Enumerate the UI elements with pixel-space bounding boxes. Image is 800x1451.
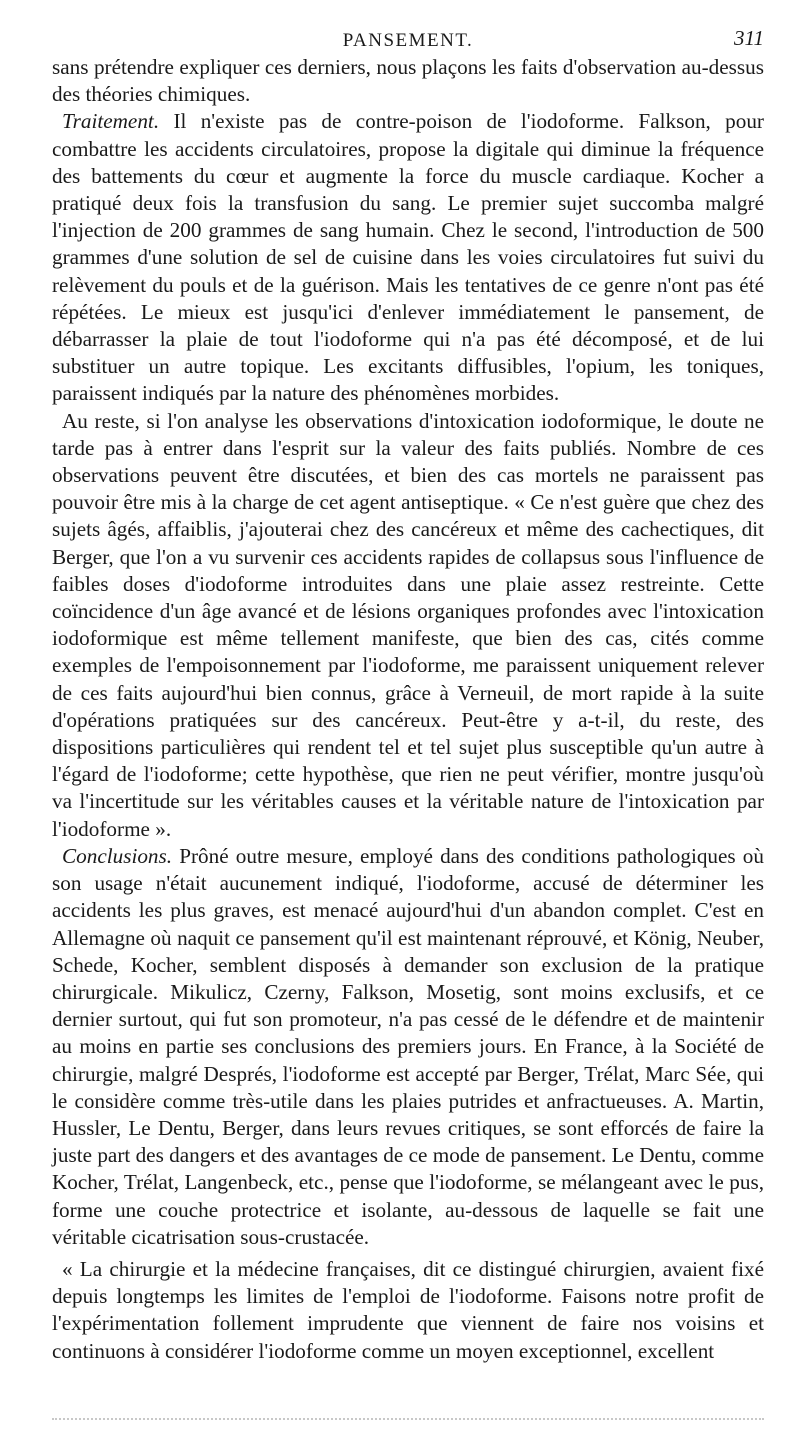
- paragraph-text: Il n'existe pas de contre-poison de l'iodoforme. Falkson, pour combattre les accidents circulatoires, propose la digitale qui diminue la fréquence des battements du cœur et augmente la force du muscle cardiaque. Kocher a pratiqué deux fois la transfusion du sang. Le premier sujet succomba malgré l'injection de 200 grammes de sang humain. Chez le second, l'introduction de 500 grammes d'une solution de sel de cuisine dans les voies circulatoires fut suivi du relèvement du pouls et de la guérison. Mais les tentatives de ce genre n'ont pas été répétées. Le mieux est jusqu'ici d'enlever immédiatement le pansement, de débarrasser la plaie de tout l'iodoforme qui n'a pas été décomposé, et de lui substituer un autre topique. Les excitants diffusibles, l'opium, les toniques, paraissent indiqués par la nature des phénomènes morbides.: [52, 109, 764, 406]
- paragraph-text: « La chirurgie et la médecine françaises, dit ce distingué chirurgien, avaient fixé depuis longtemps les limites de l'emploi de l'iodoforme. Faisons notre profit de l'expérimentation follement imprudente que viennent de faire nos voisins et continuons à considérer l'iodoforme comme un moyen exceptionnel, excellent: [52, 1256, 764, 1363]
- page-number: 311: [734, 26, 764, 50]
- section-lead-conclusions: Conclusions.: [62, 843, 173, 868]
- page-header: [52, 22, 764, 54]
- paragraph-traitement: [52, 108, 764, 407]
- paragraph-conclusions: [52, 843, 764, 1251]
- section-lead-traitement: Traitement.: [62, 109, 160, 134]
- running-head: PANSEMENT.: [342, 30, 474, 51]
- body-text: [52, 54, 764, 1365]
- book-page: [52, 22, 764, 1365]
- paragraph-continuation: [52, 54, 764, 108]
- paragraph-text: Prôné outre mesure, employé dans des conditions pathologiques où son usage n'était aucunement indiqué, l'iodoforme, accusé de déterminer les accidents les plus graves, est menacé aujourd'hui d'un abandon complet. C'est en Allemagne où naquit ce pansement qu'il est maintenant réprouvé, et König, Neuber, Schede, Kocher, semblent disposés à demander son exclusion de la pratique chirurgicale. Mikulicz, Czerny, Falkson, Mosetig, sont moins exclusifs, et ce dernier surtout, qui fut son promoteur, n'a pas cessé de le défendre et de maintenir au moins en partie ses conclusions des premiers jours. En France, à la Société de chirurgie, malgré Després, l'iodoforme est accepté par Berger, Trélat, Marc Sée, qui le considère comme très-utile dans les plaies putrides et anfractueuses. A. Martin, Hussler, Le Dentu, Berger, dans leurs revues critiques, se sont efforcés de faire la juste part des dangers et des avantages de ce mode de pansement. Le Dentu, comme Kocher, Trélat, Langenbeck, etc., pense que l'iodoforme, se mélangeant avec le pus, forme une couche protectrice et isolante, au-dessous de laquelle se fait une véritable cicatrisation sous-crustacée.: [52, 843, 764, 1249]
- footer-bleed-through: [52, 1418, 764, 1420]
- paragraph-text: Au reste, si l'on analyse les observations d'intoxication iodoformique, le doute ne tarde pas à entrer dans l'esprit sur la valeur des faits publiés. Nombre de ces observations peuvent être discutées, et bien des cas mortels ne paraissent pas pouvoir être mis à la charge de cet agent antiseptique. « Ce n'est guère que chez des sujets âgés, affaiblis, j'ajouterai chez des cancéreux et même des cachectiques, dit Berger, que l'on a vu survenir ces accidents rapides de collapsus sous l'influence de faibles doses d'iodoforme introduites dans une plaie assez restreinte. Cette coïncidence d'un âge avancé et de lésions organiques profondes avec l'intoxication iodoformique est même tellement manifeste, que bien des cas, cités comme exemples de l'empoisonnement par l'iodoforme, me paraissent uniquement relever de ces faits aujourd'hui bien connus, grâce à Verneuil, de mort rapide à la suite d'opérations pratiquées sur des cancéreux. Peut-être y a-t-il, du reste, des dispositions particulières qui rendent tel et tel sujet plus susceptible qu'un autre à l'égard de l'iodoforme; cette hypothèse, que rien ne peut vérifier, montre jusqu'où va l'incertitude sur les véritables causes et la véritable nature de l'intoxication par l'iodoforme ».: [52, 408, 764, 841]
- paragraph-au-reste: [52, 408, 764, 843]
- paragraph-quotation: [52, 1256, 764, 1365]
- paragraph-text: sans prétendre expliquer ces derniers, nous plaçons les faits d'observation au-dessus des théories chimiques.: [52, 55, 764, 107]
